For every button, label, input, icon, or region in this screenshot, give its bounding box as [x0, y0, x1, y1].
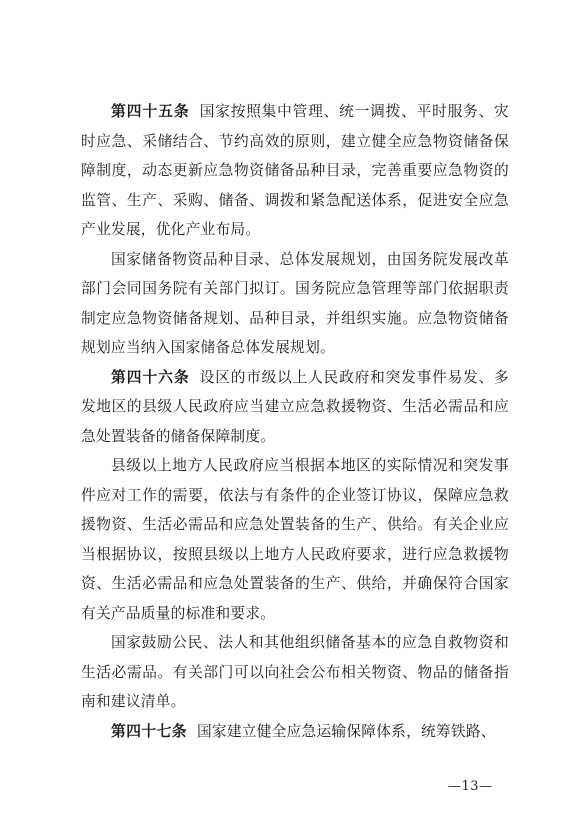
article-45-paragraph-2: 国家储备物资品种目录、总体发展规划，由国务院发展改革部门会同国务院有关部门拟订。国务院应急管理等部门依据职责制定应急物资储备规划、品种目录，并组织实施。应急物资储备规划应当纳入国家储备总体发展规划。: [81, 250, 509, 356]
article-46-paragraph-1: [81, 363, 509, 452]
page-number: —13—: [448, 779, 493, 794]
article-46-text-1: 设区的市级以上人民政府和突发事件易发、多发地区的县级人民政府应当建立应急救援物资、生活必需品和应急处置装备的储备保障制度。: [81, 368, 509, 445]
article-46-paragraph-3: 国家鼓励公民、法人和其他组织储备基本的应急自救物资和生活必需品。有关部门可以向社会公布相关物资、物品的储备指南和建议清单。: [81, 634, 509, 710]
article-45-text-1: 国家按照集中管理、统一调拨、平时服务、灾时应急、采储结合、节约高效的原则，建立健全应急物资储备保障制度，动态更新应急物资储备品种目录，完善重要应急物资的监管、生产、采购、储备、调拨和紧急配送体系，促进安全应急产业发展，优化产业布局。: [81, 103, 509, 238]
article-47-paragraph-1: [81, 717, 509, 747]
article-47-text-1: 国家建立健全应急运输保障体系，统筹铁路、: [196, 722, 496, 740]
article-47-title: 第四十七条: [111, 722, 187, 740]
document-body: [81, 97, 509, 746]
article-46-paragraph-2: 县级以上地方人民政府应当根据本地区的实际情况和突发事件应对工作的需要，依法与有条件的企业签订协议，保障应急救援物资、生活必需品和应急处置装备的生产、供给。有关企业应当根据协议，按照县级以上地方人民政府要求，进行应急救援物资、生活必需品和应急处置装备的生产、供给，并确保符合国家有关产品质量的标准和要求。: [81, 457, 509, 622]
article-45-paragraph-1: [81, 97, 509, 245]
article-46-title: 第四十六条: [111, 368, 190, 386]
article-45-title: 第四十五条: [111, 103, 190, 120]
